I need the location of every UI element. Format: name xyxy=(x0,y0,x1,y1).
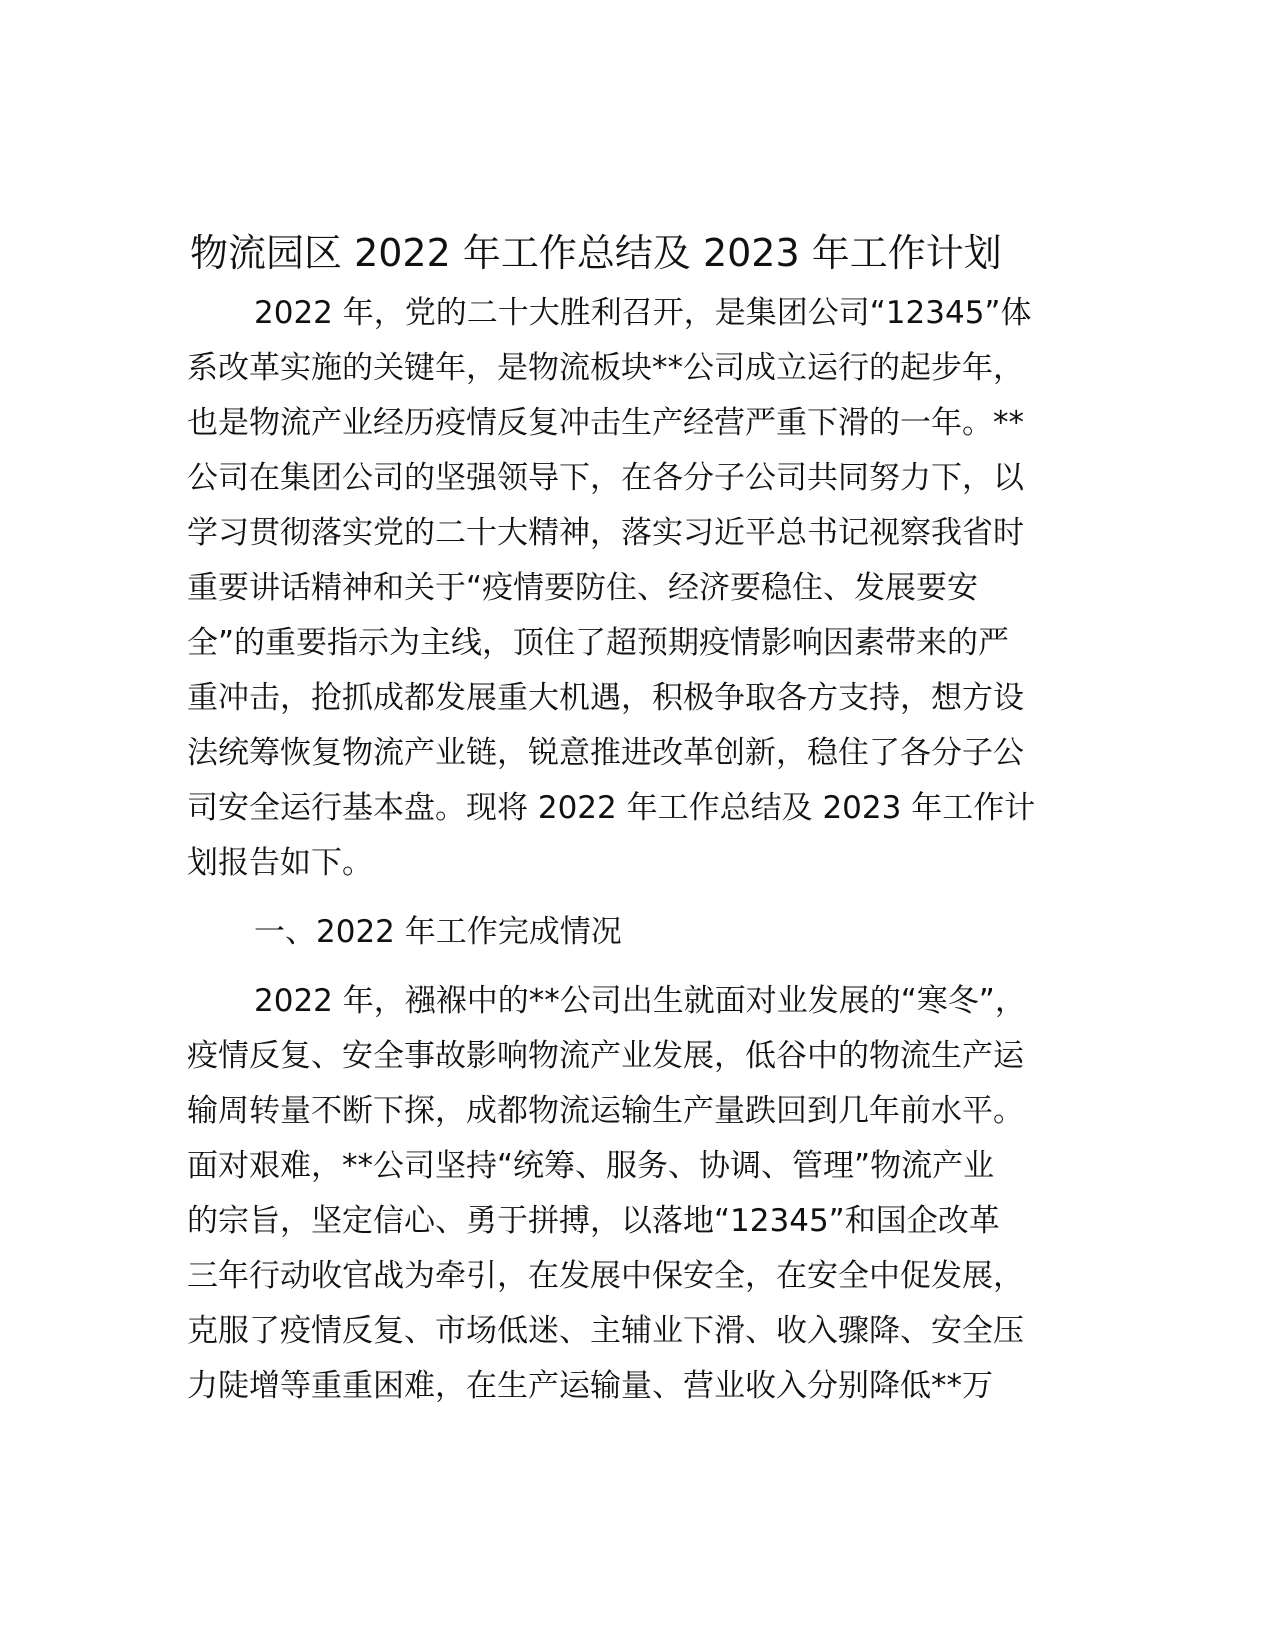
paragraph-line: 重冲击，抢抓成都发展重大机遇，积极争取各方支持，想方设 xyxy=(187,680,1024,716)
paragraph-line: 克服了疫情反复、市场低迷、主辅业下滑、收入骤降、安全压 xyxy=(187,1313,1024,1349)
paragraph-line: 公司在集团公司的坚强领导下，在各分子公司共同努力下，以 xyxy=(187,460,1024,496)
paragraph-line: 输周转量不断下探，成都物流运输生产量跌回到几年前水平。 xyxy=(187,1093,1024,1129)
paragraph-line: 系改革实施的关键年，是物流板块**公司成立运行的起步年， xyxy=(187,350,1024,386)
paragraph-line: 也是物流产业经历疫情反复冲击生产经营严重下滑的一年。** xyxy=(187,405,1024,441)
paragraph-line: 疫情反复、安全事故影响物流产业发展，低谷中的物流生产运 xyxy=(187,1038,1024,1074)
paragraph-line: 力陡增等重重困难，在生产运输量、营业收入分别降低**万 xyxy=(187,1368,993,1404)
paragraph-line: 全”的重要指示为主线，顶住了超预期疫情影响因素带来的严 xyxy=(187,625,1010,661)
paragraph-line: 法统筹恢复物流产业链，锐意推进改革创新，稳住了各分子公 xyxy=(187,735,1024,771)
paragraph-line: 划报告如下。 xyxy=(187,845,373,881)
paragraph-line: 重要讲话精神和关于“疫情要防住、经济要稳住、发展要安 xyxy=(187,570,979,606)
paragraph-line: 司安全运行基本盘。现将 2022 年工作总结及 2023 年工作计 xyxy=(187,790,1036,826)
document-title: 物流园区 2022 年工作总结及 2023 年工作计划 xyxy=(190,231,1002,275)
section-heading: 一、2022 年工作完成情况 xyxy=(254,914,622,950)
paragraph-line: 2022 年，党的二十大胜利召开，是集团公司“12345”体 xyxy=(254,295,1032,331)
paragraph-line: 面对艰难，**公司坚持“统筹、服务、协调、管理”物流产业 xyxy=(187,1148,995,1184)
paragraph-line: 的宗旨，坚定信心、勇于拼搏，以落地“12345”和国企改革 xyxy=(187,1203,1000,1239)
paragraph-line: 三年行动收官战为牵引，在发展中保安全，在安全中促发展， xyxy=(187,1258,1024,1294)
paragraph-line: 学习贯彻落实党的二十大精神，落实习近平总书记视察我省时 xyxy=(187,515,1024,551)
paragraph-line: 2022 年，襁褓中的**公司出生就面对业发展的“寒冬”， xyxy=(254,983,1026,1019)
